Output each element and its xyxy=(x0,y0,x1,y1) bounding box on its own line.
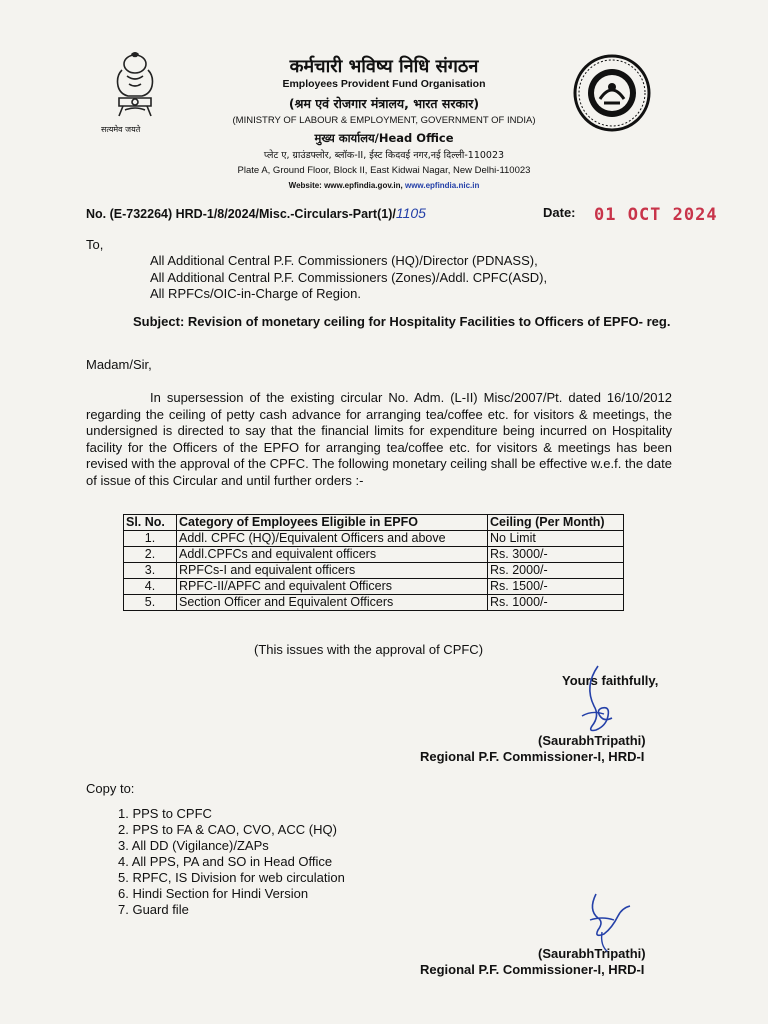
table-row xyxy=(124,563,624,579)
salutation: Madam/Sir, xyxy=(86,357,152,372)
list-item: 7. Guard file xyxy=(118,902,189,917)
signatory-name: (SaurabhTripathi) xyxy=(538,733,646,748)
list-item: 2. PPS to FA & CAO, CVO, ACC (HQ) xyxy=(118,822,337,837)
reference-number-text: No. (E-732264) HRD-1/8/2024/Misc.-Circulars-Part(1)/ xyxy=(86,207,396,221)
cell-ceiling: Rs. 2000/- xyxy=(488,563,624,579)
addressee-item: All Additional Central P.F. Commissioners (HQ)/Director (PDNASS), xyxy=(150,253,538,268)
table-row xyxy=(124,579,624,595)
cell-category: Addl.CPFCs and equivalent officers xyxy=(177,547,488,563)
list-item: 1. PPS to CPFC xyxy=(118,806,212,821)
cell-sl-no: 4. xyxy=(124,579,177,595)
subject-line: Subject: Revision of monetary ceiling for Hospitality Facilities to Officers of EPFO- reg. xyxy=(133,314,671,329)
address-hindi: प्लेट ए, ग्राउंडफ्लोर, ब्लॉक-II, ईस्ट किदवई नगर,नई दिल्ली-110023 xyxy=(263,150,505,161)
copy-to-label: Copy to: xyxy=(86,781,135,796)
signatory-title: Regional P.F. Commissioner-I, HRD-I xyxy=(420,962,645,977)
cell-ceiling: No Limit xyxy=(488,531,624,547)
ministry-hindi: (श्रम एवं रोजगार मंत्रालय, भारत सरकार) xyxy=(288,96,480,111)
table-row xyxy=(124,547,624,563)
cell-sl-no: 2. xyxy=(124,547,177,563)
signatory-title: Regional P.F. Commissioner-I, HRD-I xyxy=(420,749,645,764)
cell-category: RPFCs-I and equivalent officers xyxy=(177,563,488,579)
approval-note: (This issues with the approval of CPFC) xyxy=(254,642,484,657)
handwritten-reference-suffix: 1105 xyxy=(395,205,426,221)
cell-ceiling: Rs. 3000/- xyxy=(488,547,624,563)
list-item: 5. RPFC, IS Division for web circulation xyxy=(118,870,345,885)
ministry-english: (MINISTRY OF LABOUR & EMPLOYMENT, GOVERNMENT OF INDIA) xyxy=(232,115,536,126)
cell-sl-no: 1. xyxy=(124,531,177,547)
cell-sl-no: 3. xyxy=(124,563,177,579)
to-label: To, xyxy=(86,237,104,252)
address-english: Plate A, Ground Floor, Block II, East Kidwai Nagar, New Delhi-110023 xyxy=(237,165,531,176)
website-line xyxy=(0,181,768,190)
head-office-label: मुख्य कार्यालय/Head Office xyxy=(314,131,454,145)
list-item: 4. All PPS, PA and SO in Head Office xyxy=(118,854,333,869)
cell-category: Addl. CPFC (HQ)/Equivalent Officers and above xyxy=(177,531,488,547)
table-row xyxy=(124,595,624,611)
cell-category: RPFC-II/APFC and equivalent Officers xyxy=(177,579,488,595)
website-alt-link[interactable]: www.epfindia.nic.in xyxy=(404,181,480,190)
cell-category: Section Officer and Equivalent Officers xyxy=(177,595,488,611)
cell-ceiling: Rs. 1000/- xyxy=(488,595,624,611)
table-header-row xyxy=(124,515,624,531)
header-sl-no: Sl. No. xyxy=(124,515,177,531)
closing-line: Yours faithfully, xyxy=(562,673,659,688)
addressee-list xyxy=(150,253,547,303)
date-stamp: 01 OCT 2024 xyxy=(594,205,718,225)
ceiling-table xyxy=(123,514,624,611)
org-title-hindi: कर्मचारी भविष्य निधि संगठन xyxy=(289,56,479,77)
addressee-item: All Additional Central P.F. Commissioners (Zones)/Addl. CPFC(ASD), xyxy=(150,269,548,285)
emblem-motto: सत्यमेव जयते xyxy=(101,125,141,134)
body-paragraph: In supersession of the existing circular No. Adm. (L-II) Misc/2007/Pt. dated 16/10/2012 regarding the ceiling of petty cash advance for arranging tea/coffee etc. for visitors & meetings, the undersigned is directed to say that the financial limits for expenditure being incurred on Hospitality facility for the Officers of the EPFO for arranging tea/coffee etc. for visitors & meetings has been revised with the approval of the CPFC. The following monetary ceiling shall be effective w.e.f. the date of issue of this Circular and until further orders :- xyxy=(86,390,672,488)
date-label: Date: xyxy=(543,205,576,220)
list-item: 3. All DD (Vigilance)/ZAPs xyxy=(118,838,269,853)
cell-sl-no: 5. xyxy=(124,595,177,611)
org-title-english: Employees Provident Fund Organisation xyxy=(282,78,486,90)
header-ceiling: Ceiling (Per Month) xyxy=(488,515,624,531)
signatory-name: (SaurabhTripathi) xyxy=(538,946,646,961)
copy-to-list xyxy=(118,806,345,918)
handwritten-signature-icon xyxy=(568,662,628,740)
cell-ceiling: Rs. 1500/- xyxy=(488,579,624,595)
addressee-item: All RPFCs/OIC-in-Charge of Region. xyxy=(150,286,361,301)
reference-number xyxy=(86,205,426,221)
list-item: 6. Hindi Section for Hindi Version xyxy=(118,886,309,901)
table-row xyxy=(124,531,624,547)
header-category: Category of Employees Eligible in EPFO xyxy=(177,515,488,531)
website-primary: Website: www.epfindia.gov.in, xyxy=(288,181,405,190)
